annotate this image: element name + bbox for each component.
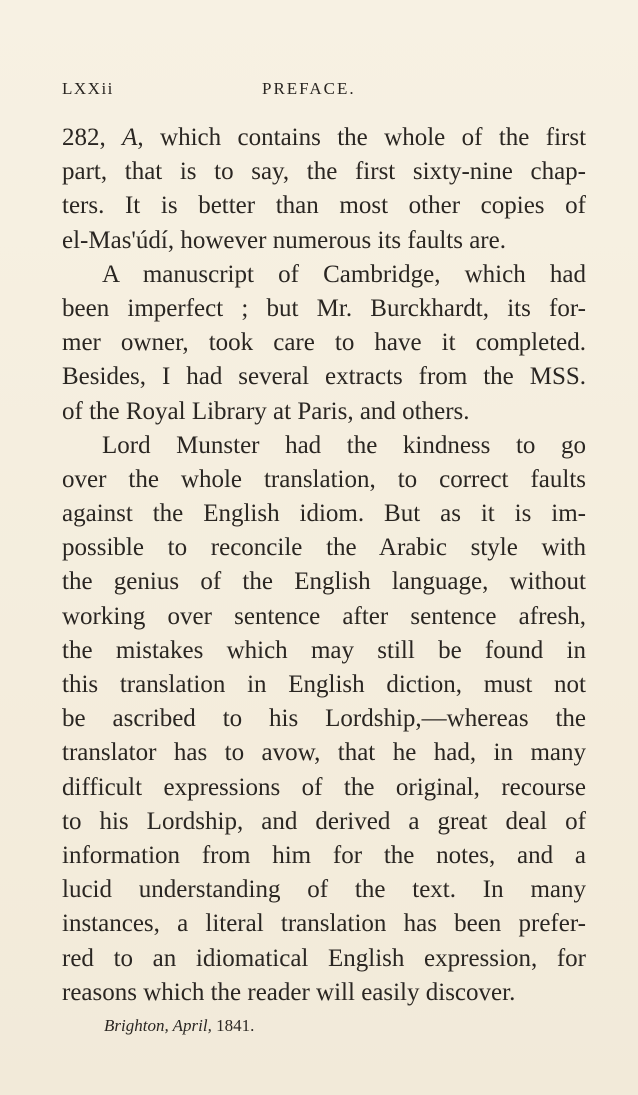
text-line: mer owner, took care to have it completed. [62,329,586,357]
signature-year: 1841. [216,1016,255,1035]
signature-place: Brighton, April, [104,1016,212,1035]
text-line: el-Mas'údí, however numerous its faults are. [62,226,506,254]
text-line: Lord Munster had the kindness to go [102,431,586,459]
text-line: to his Lordship, and derived a great deal of [62,807,586,835]
text-line: be ascribed to his Lordship,—whereas the [62,705,586,733]
paragraph [62,121,586,258]
text-line: lucid understanding of the text. In many [62,876,586,904]
text-line: Besides, I had several extracts from the MSS. [62,363,586,391]
text-line: translator has to avow, that he had, in many [62,739,586,767]
text-line: working over sentence after sentence afresh, [62,602,586,630]
paragraph [62,429,586,1010]
header-title: PREFACE. [262,79,356,98]
text-line: ters. It is better than most other copies of [62,192,586,220]
text-line: red to an idiomatical English expression, for [62,944,586,972]
text-line: reasons which the reader will easily discover. [62,978,516,1006]
text-line: difficult expressions of the original, recourse [62,773,586,801]
text-line: information from him for the notes, and a [62,841,586,869]
text-line: the genius of the English language, without [62,568,586,596]
page-number: LXXii [62,79,114,98]
text-line: A manuscript of Cambridge, which had [102,260,586,288]
text-line: against the English idiom. But as it is im- [62,500,586,528]
text-line: possible to reconcile the Arabic style with [62,534,586,562]
preface-body-text [62,121,586,1010]
text-line: the mistakes which may still be found in [62,636,586,664]
paragraph [62,258,586,429]
text-line: been imperfect ; but Mr. Burckhardt, its for- [62,294,586,322]
signature-dateline [104,1016,254,1036]
running-head [62,79,584,103]
text-line: part, that is to say, the first sixty-nine chap- [62,158,586,186]
text-line: over the whole translation, to correct faults [62,465,586,493]
text-line: 282, A, which contains the whole of the first [62,124,587,151]
text-line: of the Royal Library at Paris, and others. [62,397,470,425]
text-line: this translation in English diction, must not [62,671,586,698]
text-line: instances, a literal translation has been prefer- [62,910,586,938]
